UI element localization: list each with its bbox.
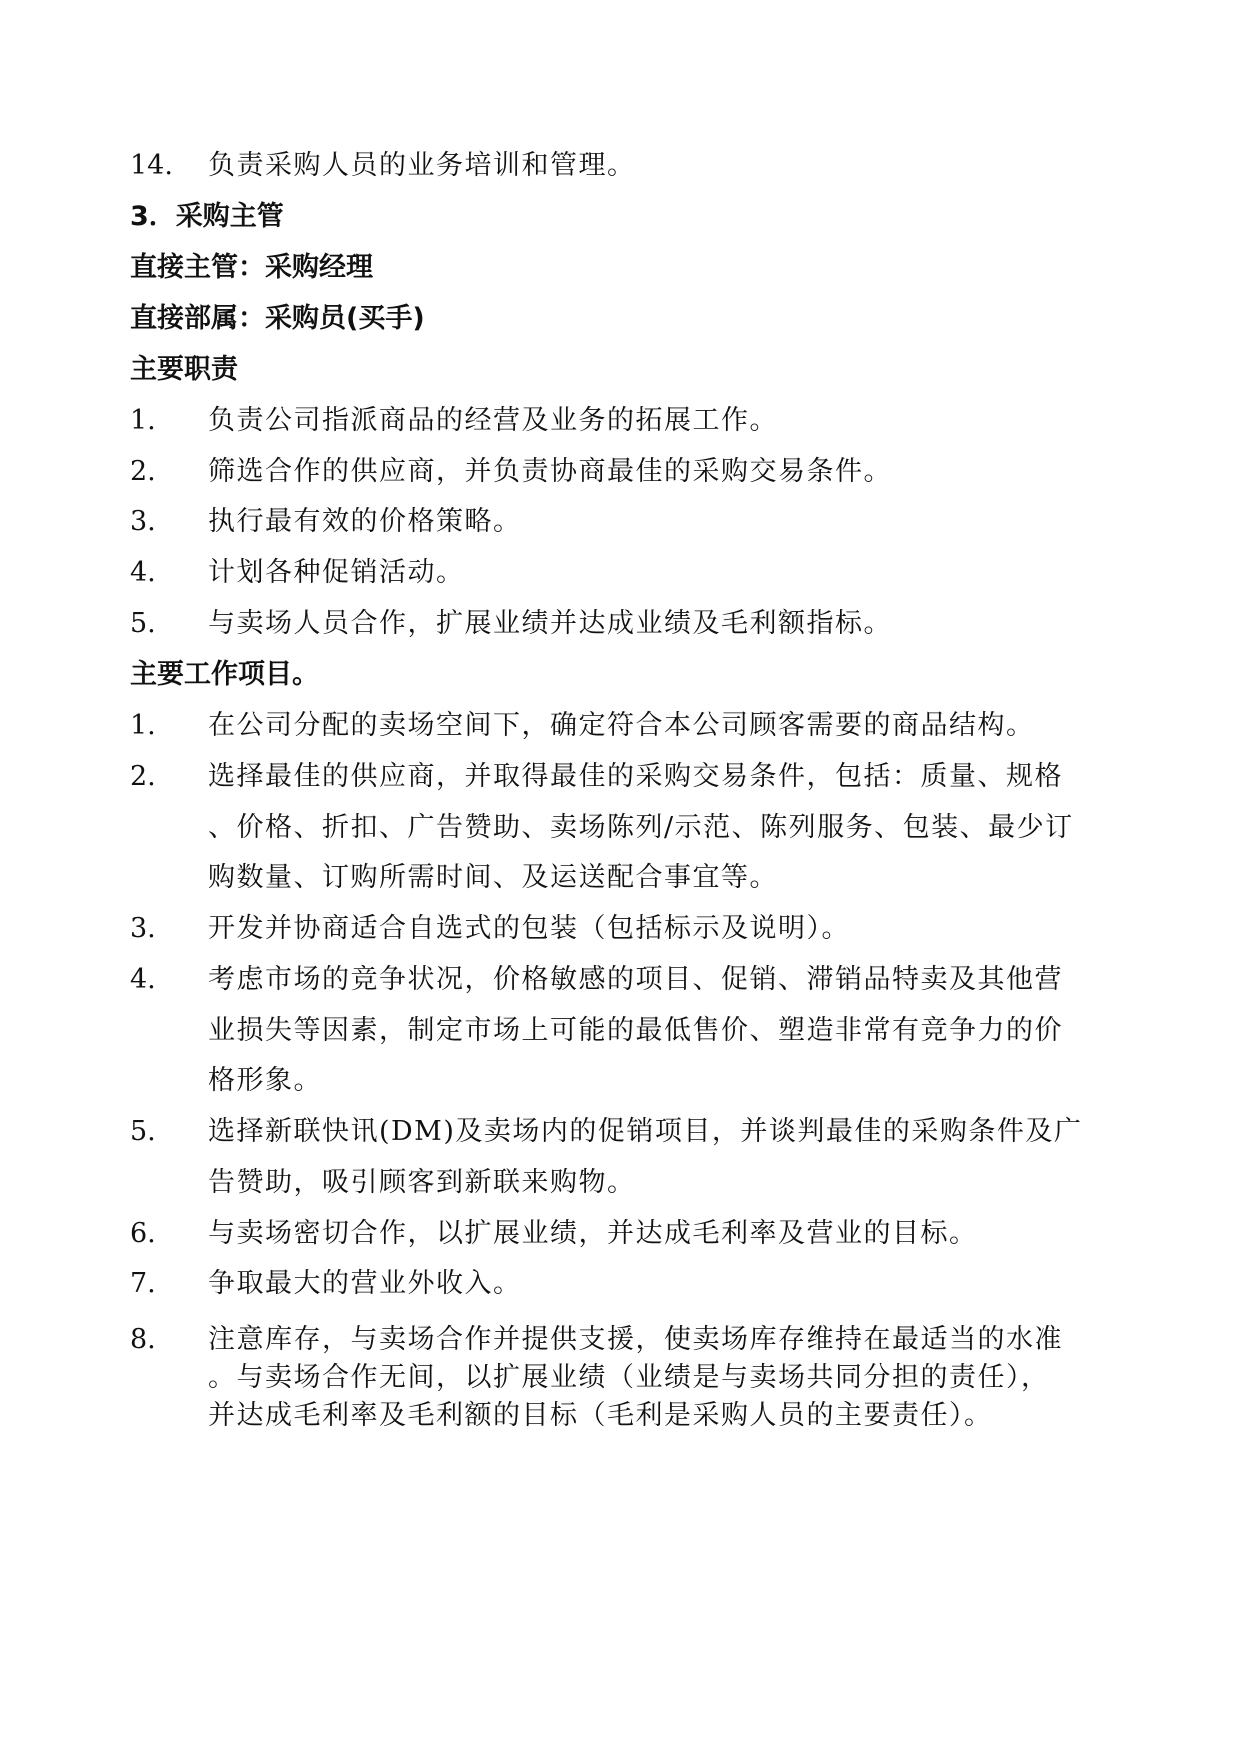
list-number: 3. <box>130 506 156 537</box>
list-number: 8. <box>130 1324 156 1355</box>
list-number: 6. <box>130 1218 156 1249</box>
list-text: 计划各种促销活动。 <box>208 557 465 588</box>
list-number: 1. <box>130 405 156 436</box>
list-number: 4. <box>130 964 156 995</box>
list-number: 2. <box>130 456 156 487</box>
list-number: 1. <box>130 710 156 741</box>
list-text-continuation: 业损失等因素，制定市场上可能的最低售价、塑造非常有竞争力的价 <box>208 1015 1063 1046</box>
list-text: 执行最有效的价格策略。 <box>208 506 522 537</box>
list-text-continuation: 购数量、订购所需时间、及运送配合事宜等。 <box>208 862 778 893</box>
list-text: 负责采购人员的业务培训和管理。 <box>208 150 636 181</box>
list-text-continuation: 告赞助，吸引顾客到新联来购物。 <box>208 1167 636 1198</box>
list-text-continuation: 格形象。 <box>208 1065 322 1096</box>
list-text-continuation: 、价格、折扣、广告赞助、卖场陈列/示范、陈列服务、包装、最少订 <box>208 812 1074 843</box>
list-text: 筛选合作的供应商，并负责协商最佳的采购交易条件。 <box>208 456 892 487</box>
list-number: 5. <box>130 608 156 639</box>
work-heading: 主要工作项目。 <box>130 659 319 690</box>
direct-supervisor: 直接主管：采购经理 <box>130 252 373 283</box>
list-text-continuation: 。与卖场合作无间，以扩展业绩（业绩是与卖场共同分担的责任）， <box>208 1362 1050 1393</box>
list-text: 与卖场人员合作，扩展业绩并达成业绩及毛利额指标。 <box>208 608 892 639</box>
direct-subordinate: 直接部属：采购员(买手) <box>130 303 425 334</box>
list-number: 7. <box>130 1268 156 1299</box>
list-number: 14. <box>130 150 173 181</box>
list-text: 注意库存，与卖场合作并提供支援，使卖场库存维持在最适当的水准 <box>208 1324 1063 1355</box>
list-text: 选择最佳的供应商，并取得最佳的采购交易条件，包括：质量、规格 <box>208 761 1063 792</box>
list-text: 争取最大的营业外收入。 <box>208 1268 522 1299</box>
list-number: 3. <box>130 913 156 944</box>
list-text: 负责公司指派商品的经营及业务的拓展工作。 <box>208 405 778 436</box>
list-text: 与卖场密切合作，以扩展业绩，并达成毛利率及营业的目标。 <box>208 1218 978 1249</box>
list-text: 在公司分配的卖场空间下，确定符合本公司顾客需要的商品结构。 <box>208 710 1035 741</box>
list-number: 2. <box>130 761 156 792</box>
list-number: 4. <box>130 557 156 588</box>
list-number: 5. <box>130 1116 156 1147</box>
list-text: 考虑市场的竞争状况，价格敏感的项目、促销、滞销品特卖及其他营 <box>208 964 1063 995</box>
list-text: 开发并协商适合自选式的包装（包括标示及说明）。 <box>208 913 850 944</box>
list-text-continuation: 并达成毛利率及毛利额的目标（毛利是采购人员的主要责任）。 <box>208 1400 993 1431</box>
duties-heading: 主要职责 <box>130 354 238 385</box>
section-title: 3．采购主管 <box>130 201 284 232</box>
list-text: 选择新联快讯(DM)及卖场内的促销项目，并谈判最佳的采购条件及广 <box>208 1116 1083 1147</box>
